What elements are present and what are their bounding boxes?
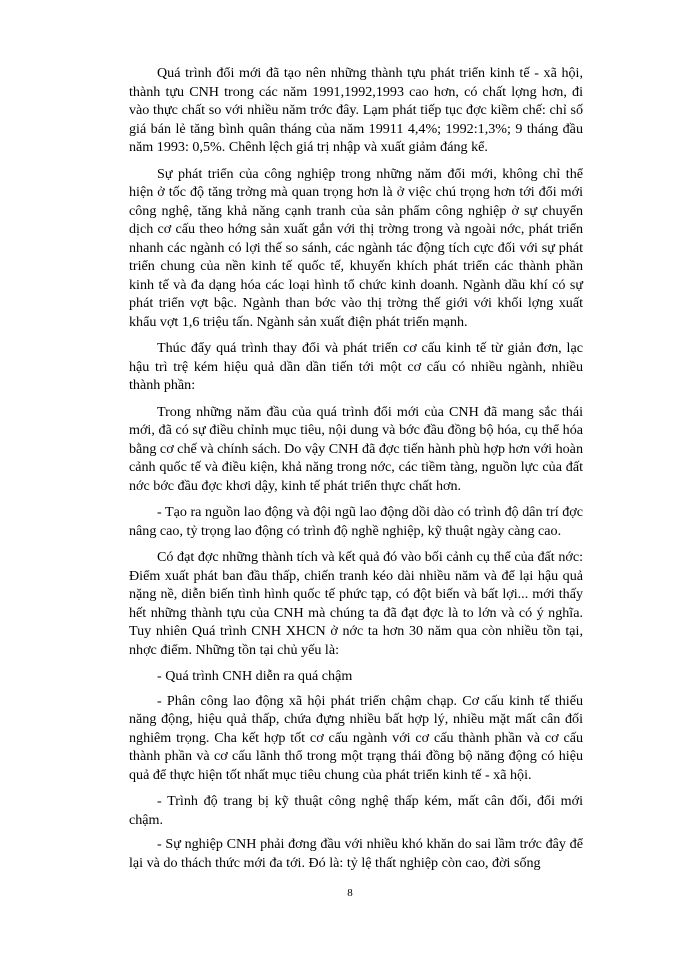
paragraph-early-renovation: Trong những năm đầu của quá trình đổi mới của CNH đã mang sắc thái mới, đã có sự điều chỉnh mục tiêu, nội dung và bớc đầu đồng bộ hóa, cụ thể hóa bằng cơ chế và chính sách. Do vậy CNH đã đợc tiến hành phù hợp hơn với hoàn cảnh quốc tế và điều kiện, khả năng trong nớc, các tiềm tàng, nguồn lực của đất nớc bớc đầu đợc khơi dậy, kinh tế phát triển thực chất hơn. xyxy=(129,403,583,494)
paragraph-achievements: Quá trình đổi mới đã tạo nên những thành tựu phát triển kinh tế - xã hội, thành tựu CNH trong các năm 1991,1992,1993 cao hơn, có chất lợng hơn, đi vào thực chất so với nhiều năm trớc đây. Lạm phát tiếp tục đợc kiềm chế: chỉ số giá bán lẻ tăng bình quân tháng của năm 19911 4,4%; 1992:1,3%; 9 tháng đầu năm 1993: 0,5%. Chênh lệch giá trị nhập và xuất giảm đáng kể. xyxy=(129,65,583,155)
paragraph-slow-industrialization: - Quá trình CNH diễn ra quá chậm xyxy=(157,668,353,684)
paragraph-challenges: - Sự nghiệp CNH phải đơng đầu với nhiều khó khăn do sai lầm trớc đây để lại và do thách thức mới đa tới. Đó là: tỷ lệ thất nghiệp còn cao, đời sống xyxy=(129,836,583,871)
paragraph-context-limitations: Có đạt đợc những thành tích và kết quả đó vào bối cảnh cụ thể của đất nớc: Điểm xuất phát ban đầu thấp, chiến tranh kéo dài nhiều năm và để lại hậu quả nặng nề, diễn biến tình hình quốc tế phức tạp, có đột biến và bất lợi... mới thấy hết những thành tựu của CNH mà chúng ta đã đạt đợc là to lớn và có ý nghĩa. Tuy nhiên Quá trình CNH XHCN ở nớc ta hơn 30 năm qua còn nhiều tồn tại, nhợc điểm. Những tồn tại chủ yếu là: xyxy=(129,549,583,658)
paragraph-labor-force: - Tạo ra nguồn lao động và đội ngũ lao động dồi dào có trình độ dân trí đợc nâng cao, tỷ trọng lao động có trình độ nghề nghiệp, kỹ thuật ngày càng cao. xyxy=(129,504,583,539)
paragraph-industry-development: Sự phát triển của công nghiệp trong những năm đổi mới, không chỉ thể hiện ở tốc độ tăng trởng mà quan trọng hơn là ở việc chú trọng hơn tới đổi mới công nghệ, tăng khả năng cạnh tranh của sản phẩm công nghiệp ở sự chuyển dịch cơ cấu theo hớng sản xuất gắn với thị trờng trong và ngoài nớc, phát triển nhanh các ngành có lợi thế so sánh, các ngành tác động tích cực đối với sự phát triển chung của nền kinh tế quốc tế, khuyến khích phát triển các thành phần kinh tế và đa dạng hóa các loại hình tổ chức kinh doanh. Ngành dầu khí có sự phát triển vợt bậc. Ngành than bớc vào thị trờng thế giới với khối lợng xuất khẩu vợt 1,6 triệu tấn. Ngành sản xuất điện phát triển mạnh. xyxy=(129,165,583,330)
body-text xyxy=(129,64,583,880)
paragraph-structural-change: Thúc đẩy quá trình thay đổi và phát triển cơ cấu kinh tế từ giản đơn, lạc hậu trì trệ kém hiệu quả dần dần tiến tới một cơ cấu có nhiều ngành, nhiều thành phần: xyxy=(129,340,583,393)
page-number: 8 xyxy=(347,887,353,899)
paragraph-labor-division: - Phân công lao động xã hội phát triển chậm chạp. Cơ cấu kinh tế thiếu năng động, hiệu quả thấp, chứa đựng nhiều bất hợp lý, nhiều mặt mất cân đối nghiêm trọng. Cha kết hợp tốt cơ cấu ngành với cơ cấu thành phần và cơ cấu thành phần và cơ cấu lãnh thổ trong một trạng thái đồng bộ năng động có hiệu quả để thực hiện tốt nhất mục tiêu chung của phát triển kinh tế - xã hội. xyxy=(129,692,583,783)
paragraph-technology-level: - Trình độ trang bị kỹ thuật công nghệ thấp kém, mất cân đối, đổi mới chậm. xyxy=(129,793,583,828)
